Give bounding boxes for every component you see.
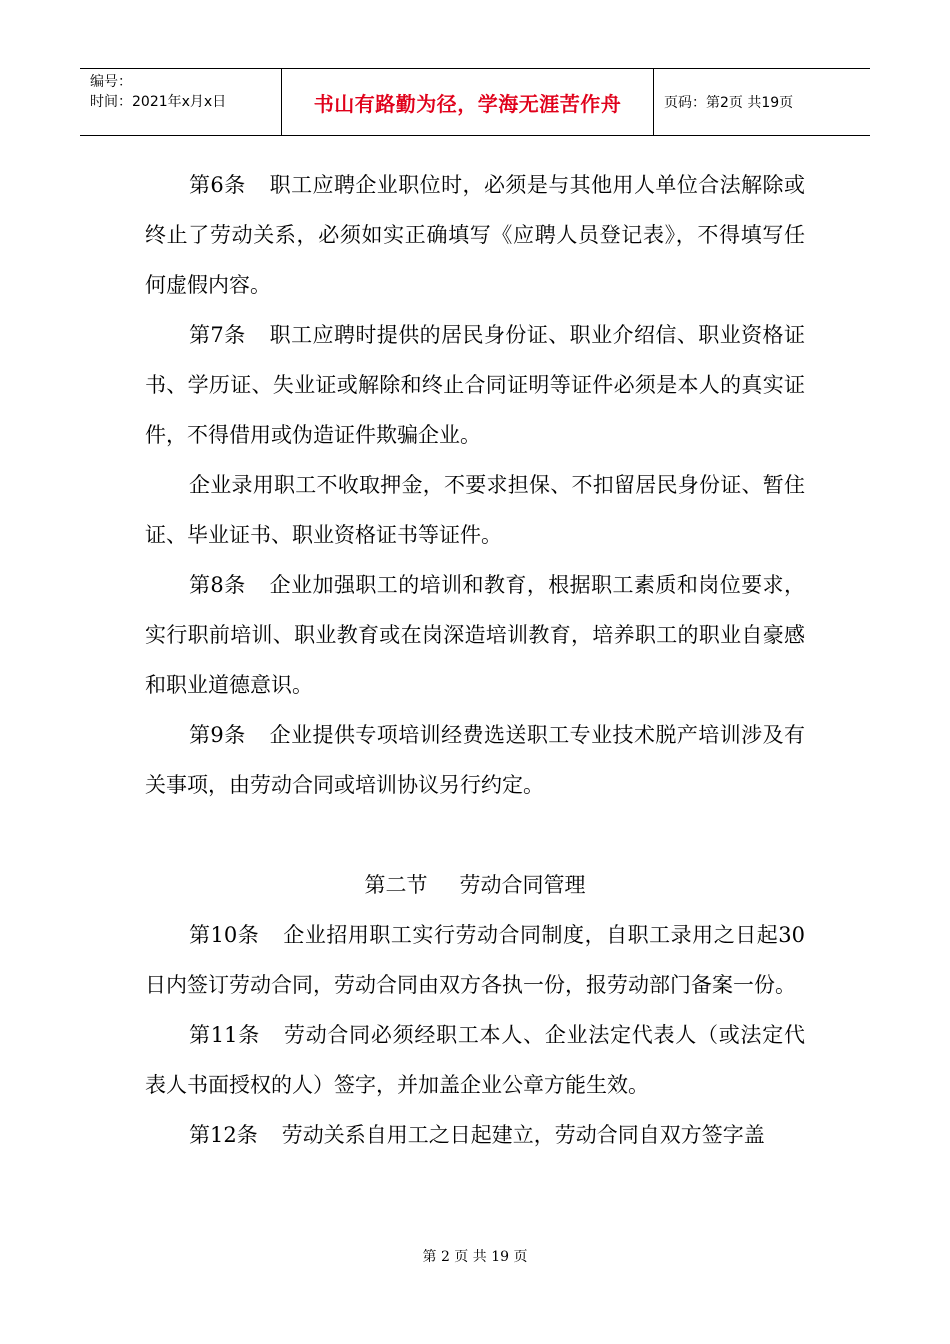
article-text: 劳动合同必须经职工本人、企业法定代表人（或法定代表人书面授权的人）签字，并加盖企业公章方能生效。 xyxy=(145,1023,805,1097)
article-text: 企业加强职工的培训和教育，根据职工素质和岗位要求，实行职前培训、职业教育或在岗深造培训教育，培养职工的职业自豪感和职业道德意识。 xyxy=(145,573,805,697)
section-heading xyxy=(145,860,805,910)
section-number: 第二节 xyxy=(364,873,428,897)
article-number: 第6条 xyxy=(189,173,246,197)
article-paragraph xyxy=(145,1010,805,1110)
body-paragraph xyxy=(145,460,805,560)
article-number: 第7条 xyxy=(189,323,246,347)
article-number: 第8条 xyxy=(189,573,246,597)
header-motto: 书山有路勤为径，学海无涯苦作舟 xyxy=(282,69,654,135)
article-paragraph xyxy=(145,160,805,310)
article-text: 企业提供专项培训经费选送职工专业技术脱产培训涉及有关事项，由劳动合同或培训协议另行约定。 xyxy=(145,723,805,797)
article-number: 第12条 xyxy=(189,1123,258,1147)
page-header xyxy=(80,68,870,136)
article-paragraph xyxy=(145,560,805,710)
article-text: 劳动关系自用工之日起建立，劳动合同自双方签字盖 xyxy=(281,1123,765,1147)
page-footer: 第 2 页 共 19 页 xyxy=(422,1249,528,1265)
header-page-info: 页码：第2页 共19页 xyxy=(664,95,794,111)
paragraph-text: 企业录用职工不收取押金，不要求担保、不扣留居民身份证、暂住证、毕业证书、职业资格证书等证件。 xyxy=(145,473,805,547)
article-text: 企业招用职工实行劳动合同制度，自职工录用之日起30日内签订劳动合同，劳动合同由双方各执一份，报劳动部门备案一份。 xyxy=(145,923,805,997)
document-number: 编号： xyxy=(90,74,132,90)
document-body xyxy=(145,160,805,1160)
section-name: 劳动合同管理 xyxy=(459,873,586,897)
document-date: 时间：2021年x月x日 xyxy=(90,94,227,110)
article-paragraph xyxy=(145,310,805,460)
article-paragraph xyxy=(145,710,805,810)
article-paragraph xyxy=(145,910,805,1010)
article-paragraph xyxy=(145,1110,805,1160)
article-text: 职工应聘企业职位时，必须是与其他用人单位合法解除或终止了劳动关系，必须如实正确填写《应聘人员登记表》，不得填写任何虚假内容。 xyxy=(145,173,805,297)
header-meta xyxy=(80,69,282,135)
article-text: 职工应聘时提供的居民身份证、职业介绍信、职业资格证书、学历证、失业证或解除和终止合同证明等证件必须是本人的真实证件，不得借用或伪造证件欺骗企业。 xyxy=(145,323,805,447)
article-number: 第11条 xyxy=(189,1023,260,1047)
article-number: 第10条 xyxy=(189,923,260,947)
article-number: 第9条 xyxy=(189,723,246,747)
